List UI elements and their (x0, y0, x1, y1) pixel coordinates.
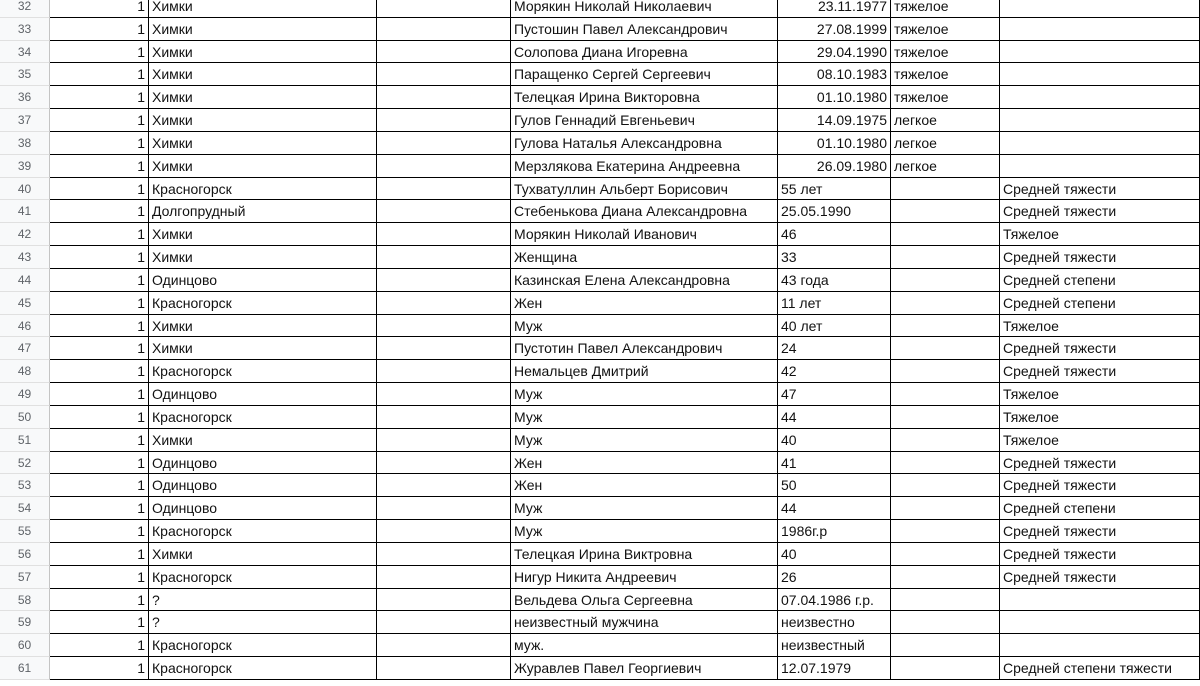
row-header[interactable]: 52 (0, 452, 50, 475)
cell-name[interactable]: Телецкая Ирина Виктровна (511, 543, 778, 566)
cell-age[interactable]: 46 (778, 223, 891, 246)
cell-name[interactable]: Нигур Никита Андреевич (511, 566, 778, 589)
row-header[interactable]: 42 (0, 223, 50, 246)
cell-city[interactable]: Красногорск (149, 566, 377, 589)
cell-empty[interactable] (377, 611, 511, 634)
cell-empty[interactable] (377, 315, 511, 338)
cell-count[interactable]: 1 (50, 543, 149, 566)
table-row (0, 0, 1200, 18)
cell-city[interactable]: Химки (149, 429, 377, 452)
cell-count[interactable]: 1 (50, 589, 149, 612)
cell-empty[interactable] (377, 566, 511, 589)
cell-name[interactable]: Морякин Николай Николаевич (511, 0, 778, 18)
cell-age[interactable]: 11 лет (778, 292, 891, 315)
cell-count[interactable]: 1 (50, 611, 149, 634)
cell-name[interactable]: Казинская Елена Александровна (511, 269, 778, 292)
cell-age[interactable]: 01.10.1980 (778, 132, 891, 155)
cell-severity-2[interactable] (1000, 18, 1200, 41)
cell-count[interactable]: 1 (50, 566, 149, 589)
cell-name[interactable]: Муж (511, 429, 778, 452)
cell-empty[interactable] (377, 429, 511, 452)
table-row (0, 611, 1200, 634)
cell-count[interactable]: 1 (50, 269, 149, 292)
table-row (0, 589, 1200, 612)
table-row (0, 474, 1200, 497)
row-header[interactable]: 61 (0, 657, 50, 680)
cell-severity-2[interactable] (1000, 132, 1200, 155)
cell-name[interactable]: Муж (511, 406, 778, 429)
cell-count[interactable]: 1 (50, 634, 149, 657)
cell-age[interactable]: 44 (778, 406, 891, 429)
cell-name[interactable]: Вельдева Ольга Сергеевна (511, 589, 778, 612)
table-row (0, 132, 1200, 155)
cell-age[interactable]: 47 (778, 383, 891, 406)
row-header[interactable]: 60 (0, 634, 50, 657)
table-row (0, 315, 1200, 338)
cell-city[interactable]: ? (149, 589, 377, 612)
cell-age[interactable]: неизвестный (778, 634, 891, 657)
table-row (0, 383, 1200, 406)
table-row (0, 292, 1200, 315)
row-header[interactable]: 47 (0, 337, 50, 360)
cell-count[interactable]: 1 (50, 63, 149, 86)
cell-severity-1[interactable] (891, 611, 1000, 634)
row-header[interactable]: 57 (0, 566, 50, 589)
cell-age[interactable]: 26.09.1980 (778, 155, 891, 178)
row-header[interactable]: 33 (0, 18, 50, 41)
row-header[interactable]: 50 (0, 406, 50, 429)
cell-severity-2[interactable]: Тяжелое (1000, 223, 1200, 246)
cell-count[interactable]: 1 (50, 292, 149, 315)
cell-age[interactable]: 07.04.1986 г.р. (778, 589, 891, 612)
cell-severity-2[interactable] (1000, 0, 1200, 18)
cell-city[interactable]: Одинцово (149, 474, 377, 497)
cell-severity-2[interactable]: Средней степени (1000, 497, 1200, 520)
cell-empty[interactable] (377, 543, 511, 566)
cell-city[interactable]: Красногорск (149, 292, 377, 315)
cell-severity-1[interactable] (891, 178, 1000, 201)
row-header[interactable]: 43 (0, 246, 50, 269)
row-header[interactable]: 40 (0, 178, 50, 201)
cell-count[interactable]: 1 (50, 109, 149, 132)
cell-severity-2[interactable] (1000, 634, 1200, 657)
cell-severity-2[interactable] (1000, 86, 1200, 109)
table-row (0, 18, 1200, 41)
cell-empty[interactable] (377, 246, 511, 269)
cell-count[interactable]: 1 (50, 0, 149, 18)
cell-severity-2[interactable]: Средней тяжести (1000, 246, 1200, 269)
cell-severity-1[interactable] (891, 452, 1000, 475)
table-row (0, 178, 1200, 201)
table-row (0, 109, 1200, 132)
row-header[interactable]: 36 (0, 86, 50, 109)
cell-severity-1[interactable]: тяжелое (891, 41, 1000, 64)
cell-severity-2[interactable]: Тяжелое (1000, 383, 1200, 406)
cell-empty[interactable] (377, 360, 511, 383)
cell-age[interactable]: 12.07.1979 (778, 657, 891, 680)
cell-city[interactable]: Красногорск (149, 178, 377, 201)
cell-city[interactable]: Красногорск (149, 657, 377, 680)
cell-age[interactable]: 1986г.р (778, 520, 891, 543)
cell-count[interactable]: 1 (50, 452, 149, 475)
cell-severity-2[interactable] (1000, 155, 1200, 178)
table-row (0, 657, 1200, 680)
cell-name[interactable]: Муж (511, 383, 778, 406)
cell-severity-1[interactable] (891, 269, 1000, 292)
cell-severity-1[interactable] (891, 566, 1000, 589)
cell-age[interactable]: 27.08.1999 (778, 18, 891, 41)
cell-empty[interactable] (377, 634, 511, 657)
cell-empty[interactable] (377, 155, 511, 178)
cell-city[interactable]: Химки (149, 155, 377, 178)
table-row (0, 543, 1200, 566)
cell-count[interactable]: 1 (50, 520, 149, 543)
cell-name[interactable]: Пустотин Павел Александрович (511, 337, 778, 360)
table-row (0, 223, 1200, 246)
table-row (0, 337, 1200, 360)
cell-age[interactable]: 23.11.1977 (778, 0, 891, 18)
cell-name[interactable]: Женщина (511, 246, 778, 269)
cell-city[interactable]: Химки (149, 86, 377, 109)
cell-city[interactable]: Химки (149, 0, 377, 18)
cell-empty[interactable] (377, 0, 511, 18)
cell-severity-2[interactable]: Средней тяжести (1000, 520, 1200, 543)
cell-age[interactable]: 14.09.1975 (778, 109, 891, 132)
cell-count[interactable]: 1 (50, 18, 149, 41)
cell-name[interactable]: Пустошин Павел Александрович (511, 18, 778, 41)
cell-city[interactable]: Одинцово (149, 383, 377, 406)
row-header[interactable]: 34 (0, 41, 50, 64)
cell-age[interactable]: 40 (778, 543, 891, 566)
cell-count[interactable]: 1 (50, 497, 149, 520)
cell-name[interactable]: муж. (511, 634, 778, 657)
table-row (0, 246, 1200, 269)
row-header[interactable]: 41 (0, 200, 50, 223)
cell-city[interactable]: Красногорск (149, 360, 377, 383)
cell-severity-2[interactable] (1000, 611, 1200, 634)
cell-severity-1[interactable]: тяжелое (891, 86, 1000, 109)
cell-name[interactable]: Тухватуллин Альберт Борисович (511, 178, 778, 201)
cell-empty[interactable] (377, 452, 511, 475)
cell-name[interactable]: Гулова Наталья Александровна (511, 132, 778, 155)
cell-city[interactable]: Химки (149, 109, 377, 132)
cell-age[interactable]: 08.10.1983 (778, 63, 891, 86)
row-header[interactable]: 55 (0, 520, 50, 543)
cell-empty[interactable] (377, 383, 511, 406)
cell-city[interactable]: Химки (149, 223, 377, 246)
cell-empty[interactable] (377, 520, 511, 543)
cell-city[interactable]: Красногорск (149, 406, 377, 429)
cell-severity-1[interactable]: легкое (891, 132, 1000, 155)
cell-severity-1[interactable] (891, 246, 1000, 269)
cell-name[interactable]: Журавлев Павел Георгиевич (511, 657, 778, 680)
cell-name[interactable]: Мерзлякова Екатерина Андреевна (511, 155, 778, 178)
row-header[interactable]: 45 (0, 292, 50, 315)
cell-count[interactable]: 1 (50, 383, 149, 406)
row-header[interactable]: 59 (0, 611, 50, 634)
cell-city[interactable]: Химки (149, 543, 377, 566)
cell-age[interactable]: 55 лет (778, 178, 891, 201)
row-header[interactable]: 32 (0, 0, 50, 18)
cell-name[interactable]: Солопова Диана Игоревна (511, 41, 778, 64)
cell-age[interactable]: 29.04.1990 (778, 41, 891, 64)
cell-count[interactable]: 1 (50, 474, 149, 497)
cell-severity-1[interactable] (891, 429, 1000, 452)
cell-empty[interactable] (377, 200, 511, 223)
table-row (0, 360, 1200, 383)
cell-name[interactable]: Жен (511, 452, 778, 475)
cell-city[interactable]: Химки (149, 132, 377, 155)
cell-name[interactable]: Жен (511, 292, 778, 315)
cell-city[interactable]: ? (149, 611, 377, 634)
cell-empty[interactable] (377, 474, 511, 497)
cell-empty[interactable] (377, 292, 511, 315)
cell-severity-1[interactable] (891, 634, 1000, 657)
cell-empty[interactable] (377, 497, 511, 520)
row-header[interactable]: 37 (0, 109, 50, 132)
cell-city[interactable]: Одинцово (149, 452, 377, 475)
cell-severity-2[interactable]: Тяжелое (1000, 315, 1200, 338)
row-header[interactable]: 49 (0, 383, 50, 406)
cell-empty[interactable] (377, 406, 511, 429)
cell-count[interactable]: 1 (50, 360, 149, 383)
cell-name[interactable]: Муж (511, 315, 778, 338)
cell-city[interactable]: Красногорск (149, 520, 377, 543)
cell-age[interactable]: 50 (778, 474, 891, 497)
cell-age[interactable]: 33 (778, 246, 891, 269)
cell-empty[interactable] (377, 223, 511, 246)
cell-age[interactable]: неизвестно (778, 611, 891, 634)
cell-city[interactable]: Химки (149, 63, 377, 86)
cell-severity-1[interactable] (891, 200, 1000, 223)
cell-severity-2[interactable]: Тяжелое (1000, 429, 1200, 452)
cell-count[interactable]: 1 (50, 315, 149, 338)
cell-severity-2[interactable]: Средней степени (1000, 292, 1200, 315)
cell-name[interactable]: Паращенко Сергей Сергеевич (511, 63, 778, 86)
cell-severity-1[interactable] (891, 474, 1000, 497)
row-header[interactable]: 46 (0, 315, 50, 338)
cell-name[interactable]: Немальцев Дмитрий (511, 360, 778, 383)
cell-empty[interactable] (377, 86, 511, 109)
cell-empty[interactable] (377, 41, 511, 64)
cell-age[interactable]: 24 (778, 337, 891, 360)
cell-severity-2[interactable]: Средней тяжести (1000, 337, 1200, 360)
cell-count[interactable]: 1 (50, 132, 149, 155)
cell-city[interactable]: Химки (149, 18, 377, 41)
cell-count[interactable]: 1 (50, 41, 149, 64)
cell-city[interactable]: Долгопрудный (149, 200, 377, 223)
cell-empty[interactable] (377, 109, 511, 132)
cell-empty[interactable] (377, 18, 511, 41)
cell-severity-1[interactable] (891, 360, 1000, 383)
table-row (0, 497, 1200, 520)
table-row (0, 520, 1200, 543)
table-row (0, 63, 1200, 86)
row-header[interactable]: 38 (0, 132, 50, 155)
cell-severity-2[interactable]: Тяжелое (1000, 406, 1200, 429)
cell-count[interactable]: 1 (50, 155, 149, 178)
row-header[interactable]: 58 (0, 589, 50, 612)
cell-name[interactable]: Муж (511, 497, 778, 520)
cell-count[interactable]: 1 (50, 200, 149, 223)
cell-age[interactable]: 26 (778, 566, 891, 589)
table-row (0, 566, 1200, 589)
cell-severity-2[interactable]: Средней тяжести (1000, 178, 1200, 201)
cell-count[interactable]: 1 (50, 86, 149, 109)
cell-severity-1[interactable] (891, 657, 1000, 680)
cell-empty[interactable] (377, 589, 511, 612)
cell-name[interactable]: Морякин Николай Иванович (511, 223, 778, 246)
table-row (0, 269, 1200, 292)
cell-severity-2[interactable] (1000, 109, 1200, 132)
table-row (0, 634, 1200, 657)
cell-age[interactable]: 44 (778, 497, 891, 520)
cell-count[interactable]: 1 (50, 178, 149, 201)
cell-severity-2[interactable]: Средней степени тяжести (1000, 657, 1200, 680)
cell-severity-1[interactable] (891, 223, 1000, 246)
cell-age[interactable]: 41 (778, 452, 891, 475)
cell-severity-2[interactable]: Средней степени (1000, 269, 1200, 292)
cell-name[interactable]: Муж (511, 520, 778, 543)
cell-severity-1[interactable] (891, 337, 1000, 360)
cell-severity-1[interactable] (891, 543, 1000, 566)
cell-severity-2[interactable] (1000, 63, 1200, 86)
cell-severity-1[interactable]: легкое (891, 109, 1000, 132)
cell-count[interactable]: 1 (50, 337, 149, 360)
cell-empty[interactable] (377, 178, 511, 201)
cell-severity-1[interactable] (891, 315, 1000, 338)
table-row (0, 429, 1200, 452)
cell-count[interactable]: 1 (50, 223, 149, 246)
cell-city[interactable]: Одинцово (149, 269, 377, 292)
table-row (0, 200, 1200, 223)
cell-severity-2[interactable]: Средней тяжести (1000, 360, 1200, 383)
cell-name[interactable]: Телецкая Ирина Викторовна (511, 86, 778, 109)
cell-city[interactable]: Одинцово (149, 497, 377, 520)
cell-severity-1[interactable]: тяжелое (891, 18, 1000, 41)
table-row (0, 406, 1200, 429)
row-header[interactable]: 35 (0, 63, 50, 86)
cell-severity-2[interactable]: Средней тяжести (1000, 452, 1200, 475)
cell-severity-1[interactable] (891, 292, 1000, 315)
row-header[interactable]: 44 (0, 269, 50, 292)
cell-count[interactable]: 1 (50, 657, 149, 680)
cell-city[interactable]: Химки (149, 41, 377, 64)
cell-name[interactable]: неизвестный мужчина (511, 611, 778, 634)
cell-severity-1[interactable]: тяжелое (891, 63, 1000, 86)
cell-empty[interactable] (377, 657, 511, 680)
cell-severity-1[interactable]: тяжелое (891, 0, 1000, 18)
cell-severity-1[interactable]: легкое (891, 155, 1000, 178)
cell-severity-2[interactable] (1000, 41, 1200, 64)
row-header[interactable]: 39 (0, 155, 50, 178)
cell-severity-2[interactable] (1000, 589, 1200, 612)
cell-severity-1[interactable] (891, 589, 1000, 612)
row-header[interactable]: 51 (0, 429, 50, 452)
cell-empty[interactable] (377, 269, 511, 292)
row-header[interactable]: 56 (0, 543, 50, 566)
cell-severity-2[interactable]: Средней тяжести (1000, 200, 1200, 223)
row-header[interactable]: 48 (0, 360, 50, 383)
cell-age[interactable]: 25.05.1990 (778, 200, 891, 223)
cell-name[interactable]: Стебенькова Диана Александровна (511, 200, 778, 223)
cell-city[interactable]: Химки (149, 337, 377, 360)
cell-empty[interactable] (377, 132, 511, 155)
cell-city[interactable]: Химки (149, 315, 377, 338)
cell-empty[interactable] (377, 63, 511, 86)
cell-severity-1[interactable] (891, 383, 1000, 406)
cell-city[interactable]: Красногорск (149, 634, 377, 657)
table-row (0, 86, 1200, 109)
cell-severity-1[interactable] (891, 497, 1000, 520)
row-header[interactable]: 53 (0, 474, 50, 497)
cell-count[interactable]: 1 (50, 246, 149, 269)
cell-severity-2[interactable]: Средней тяжести (1000, 543, 1200, 566)
cell-name[interactable]: Жен (511, 474, 778, 497)
cell-city[interactable]: Химки (149, 246, 377, 269)
table-row (0, 452, 1200, 475)
cell-age[interactable]: 43 года (778, 269, 891, 292)
cell-age[interactable]: 01.10.1980 (778, 86, 891, 109)
cell-age[interactable]: 40 (778, 429, 891, 452)
cell-severity-2[interactable]: Средней тяжести (1000, 474, 1200, 497)
cell-severity-2[interactable]: Средней тяжести (1000, 566, 1200, 589)
cell-count[interactable]: 1 (50, 429, 149, 452)
table-row (0, 41, 1200, 64)
row-header[interactable]: 54 (0, 497, 50, 520)
cell-empty[interactable] (377, 337, 511, 360)
cell-age[interactable]: 42 (778, 360, 891, 383)
table-row (0, 155, 1200, 178)
cell-name[interactable]: Гулов Геннадий Евгеньевич (511, 109, 778, 132)
cell-severity-1[interactable] (891, 520, 1000, 543)
cell-age[interactable]: 40 лет (778, 315, 891, 338)
cell-severity-1[interactable] (891, 406, 1000, 429)
cell-count[interactable]: 1 (50, 406, 149, 429)
